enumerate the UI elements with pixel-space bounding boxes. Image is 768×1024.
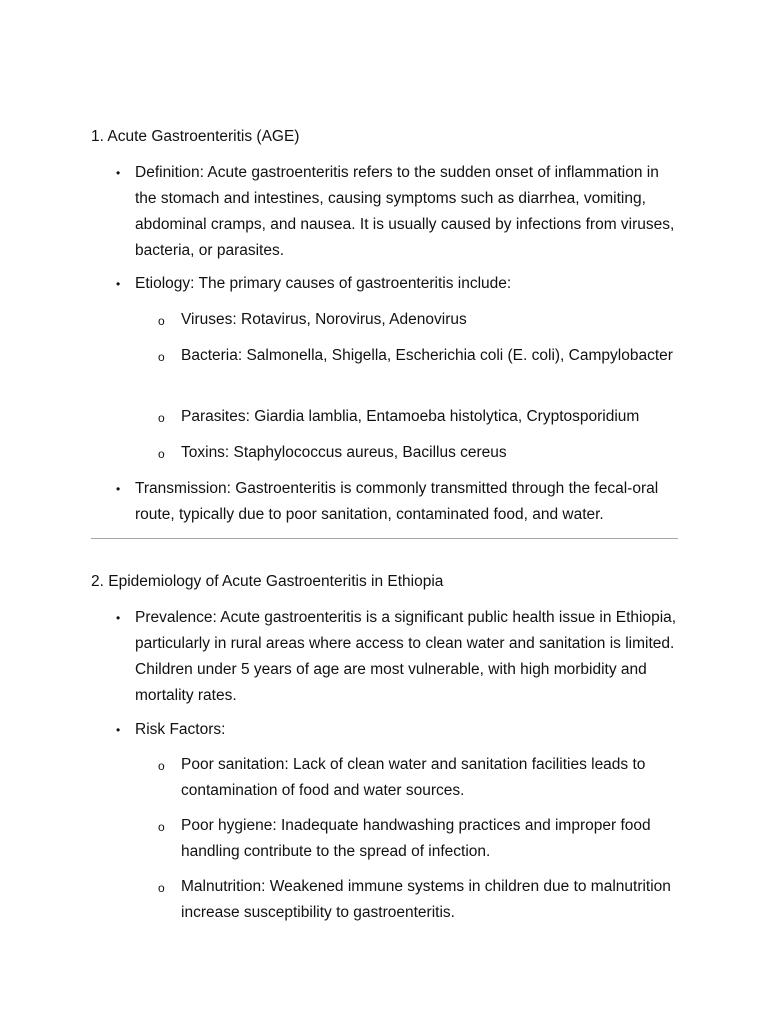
section-heading-age: 1. Acute Gastroenteritis (AGE) [91, 128, 300, 145]
etiology-text: Etiology: The primary causes of gastroenteritis include: [135, 275, 512, 292]
bullet-icon: • [116, 723, 121, 737]
circle-bullet-icon: o [158, 881, 165, 895]
bullet-icon: • [116, 611, 121, 625]
risk-factors-label: Risk Factors: [135, 721, 226, 738]
section-heading-epidemiology: 2. Epidemiology of Acute Gastroenteritis in Ethiopia [91, 573, 444, 590]
bullet-icon: • [116, 482, 121, 496]
horizontal-divider [91, 538, 678, 539]
prevalence-text: Prevalence: Acute gastroenteritis is a significant public health issue in Ethiopia, particularly in rural areas where access to clean water and sanitation is limited. Children under 5 years of age are most vulnerable, with high morbidity and mortality rates. [135, 609, 677, 704]
circle-bullet-icon: o [158, 447, 165, 461]
cause-text: Bacteria: Salmonella, Shigella, Escherichia coli (E. coli), Campylobacter [181, 347, 673, 364]
cause-text: Viruses: Rotavirus, Norovirus, Adenovirus [181, 311, 467, 328]
circle-bullet-icon: o [158, 411, 165, 425]
risk-factor-text: Poor sanitation: Lack of clean water and sanitation facilities leads to contamination of food and water sources. [181, 756, 646, 799]
bullet-icon: • [116, 166, 121, 180]
circle-bullet-icon: o [158, 314, 165, 328]
risk-factor-text: Malnutrition: Weakened immune systems in children due to malnutrition increase susceptibility to gastroenteritis. [181, 878, 671, 921]
circle-bullet-icon: o [158, 350, 165, 364]
bullet-icon: • [116, 277, 121, 291]
circle-bullet-icon: o [158, 759, 165, 773]
circle-bullet-icon: o [158, 820, 165, 834]
transmission-text: Transmission: Gastroenteritis is commonly transmitted through the fecal-oral route, typically due to poor sanitation, contaminated food, and water. [135, 480, 659, 523]
risk-factor-text: Poor hygiene: Inadequate handwashing practices and improper food handling contribute to the spread of infection. [181, 817, 651, 860]
cause-text: Parasites: Giardia lamblia, Entamoeba histolytica, Cryptosporidium [181, 408, 640, 425]
definition-text: Definition: Acute gastroenteritis refers to the sudden onset of inflammation in the stomach and intestines, causing symptoms such as diarrhea, vomiting, abdominal cramps, and nausea. It is usually caused by infections from viruses, bacteria, or parasites. [135, 164, 675, 259]
cause-text: Toxins: Staphylococcus aureus, Bacillus cereus [181, 444, 507, 461]
